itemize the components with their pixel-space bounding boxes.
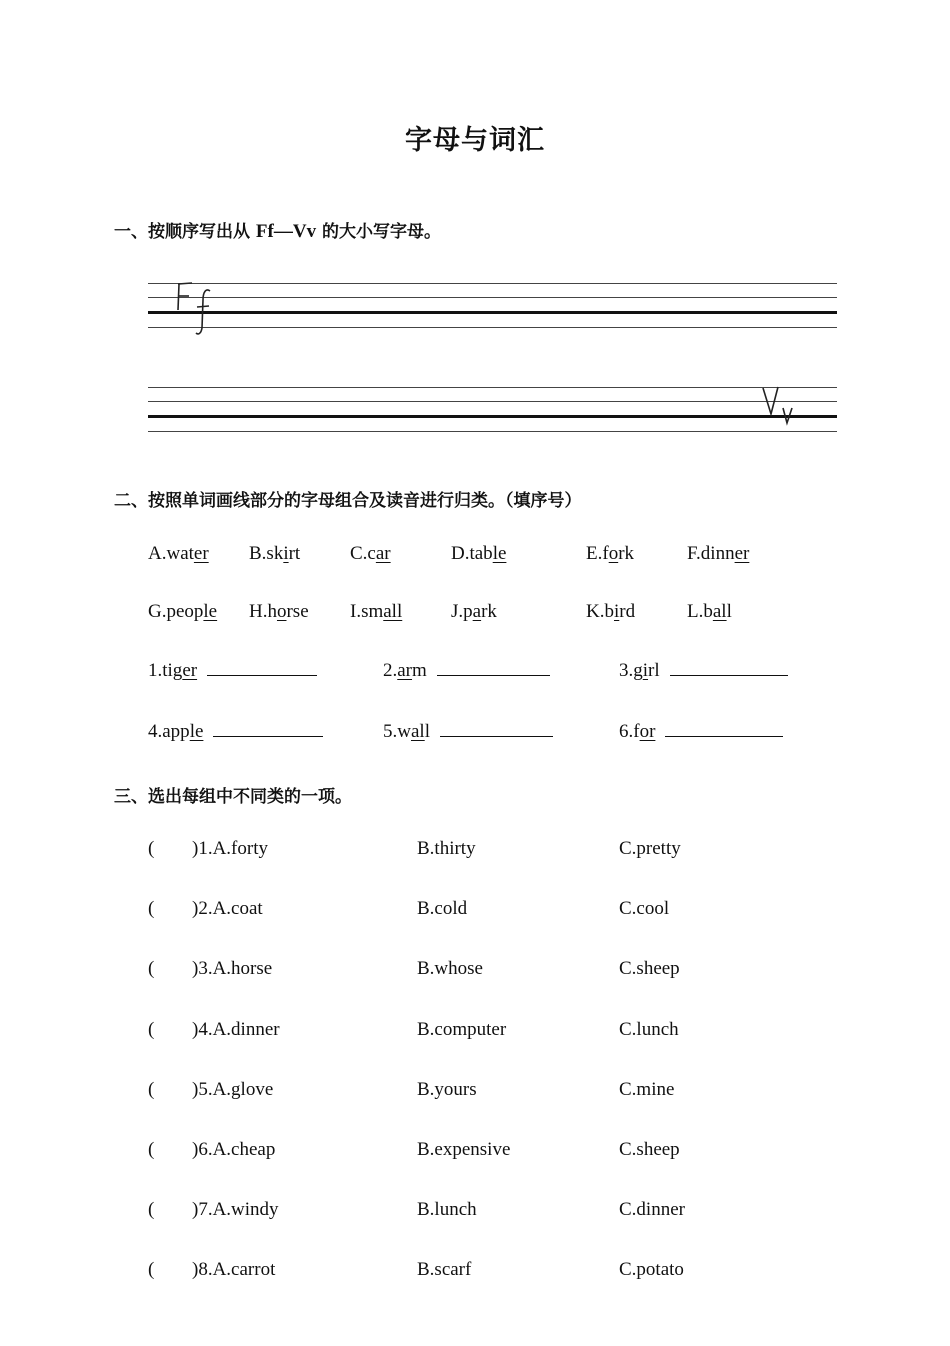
choice-a: )7.A.windy bbox=[192, 1199, 279, 1220]
answer-paren[interactable]: ( bbox=[148, 838, 155, 859]
answer-paren[interactable]: ( bbox=[148, 1079, 155, 1100]
option-word-text: I.small bbox=[350, 601, 403, 622]
choice-a: )2.A.coat bbox=[192, 898, 263, 919]
option-word bbox=[687, 601, 732, 623]
answer-paren[interactable]: ( bbox=[148, 1199, 155, 1220]
section2-heading: 二、按照单词画线部分的字母组合及读音进行归类。（填序号） bbox=[114, 491, 582, 511]
handwritten-vv bbox=[758, 383, 808, 431]
question-word: 5.wall bbox=[383, 721, 430, 742]
choice-b: B.lunch bbox=[417, 1199, 477, 1220]
section1-heading-letters: Ff—Vv bbox=[255, 221, 317, 242]
question-item bbox=[148, 659, 317, 682]
handwritten-ff bbox=[170, 280, 220, 340]
choice-b: B.thirty bbox=[417, 838, 476, 859]
answer-paren[interactable]: ( bbox=[148, 958, 155, 979]
option-word-text: F.dinner bbox=[687, 543, 750, 564]
choice-a: )4.A.dinner bbox=[192, 1019, 280, 1040]
choice-c: C.potato bbox=[619, 1259, 684, 1280]
option-word bbox=[148, 601, 217, 623]
question-item bbox=[148, 720, 323, 743]
option-word-text: D.table bbox=[451, 543, 507, 564]
option-word bbox=[586, 601, 635, 623]
question-item bbox=[383, 659, 550, 682]
choice-c: C.dinner bbox=[619, 1199, 685, 1220]
choice-a: )1.A.forty bbox=[192, 838, 268, 859]
option-word bbox=[350, 543, 391, 565]
option-word bbox=[451, 601, 497, 623]
section1-heading-pre: 一、按顺序写出从 bbox=[114, 222, 256, 242]
option-word bbox=[249, 601, 309, 623]
answer-blank[interactable] bbox=[665, 720, 783, 737]
answer-blank[interactable] bbox=[213, 720, 323, 737]
option-word-text: A.water bbox=[148, 543, 209, 564]
option-word bbox=[249, 543, 300, 565]
answer-blank[interactable] bbox=[440, 720, 553, 737]
option-word-text: E.fork bbox=[586, 543, 635, 564]
page-title: 字母与词汇 bbox=[405, 125, 545, 156]
answer-paren[interactable]: ( bbox=[148, 1259, 155, 1280]
section1-heading-post: 的大小写字母。 bbox=[316, 222, 441, 242]
option-word bbox=[687, 543, 749, 565]
choice-c: C.cool bbox=[619, 898, 670, 919]
question-word: 2.arm bbox=[383, 660, 427, 681]
option-word-text: L.ball bbox=[687, 601, 732, 622]
option-word bbox=[148, 543, 209, 565]
choice-a: )6.A.cheap bbox=[192, 1139, 276, 1160]
question-item bbox=[619, 659, 788, 682]
option-word-text: C.car bbox=[350, 543, 391, 564]
choice-b: B.whose bbox=[417, 958, 483, 979]
question-item bbox=[383, 720, 553, 743]
choice-b: B.yours bbox=[417, 1079, 477, 1100]
option-word-text: H.horse bbox=[249, 601, 309, 622]
answer-blank[interactable] bbox=[207, 659, 317, 676]
option-word-text: K.bird bbox=[586, 601, 636, 622]
section1-heading bbox=[114, 217, 441, 243]
question-word: 1.tiger bbox=[148, 660, 198, 681]
answer-blank[interactable] bbox=[437, 659, 550, 676]
choice-c: C.pretty bbox=[619, 838, 681, 859]
option-word-text: J.park bbox=[451, 601, 497, 622]
question-word: 3.girl bbox=[619, 660, 660, 681]
section3-heading: 三、选出每组中不同类的一项。 bbox=[114, 787, 352, 807]
choice-a: )3.A.horse bbox=[192, 958, 273, 979]
choice-c: C.lunch bbox=[619, 1019, 679, 1040]
question-word: 6.for bbox=[619, 721, 656, 742]
choice-b: B.cold bbox=[417, 898, 468, 919]
choice-c: C.sheep bbox=[619, 1139, 680, 1160]
question-item bbox=[619, 720, 783, 743]
option-word-text: B.skirt bbox=[249, 543, 301, 564]
answer-paren[interactable]: ( bbox=[148, 1019, 155, 1040]
choice-a: )8.A.carrot bbox=[192, 1259, 276, 1280]
option-word bbox=[451, 543, 506, 565]
choice-c: C.sheep bbox=[619, 958, 680, 979]
option-word bbox=[586, 543, 634, 565]
answer-blank[interactable] bbox=[670, 659, 788, 676]
answer-paren[interactable]: ( bbox=[148, 1139, 155, 1160]
choice-b: B.expensive bbox=[417, 1139, 511, 1160]
choice-b: B.scarf bbox=[417, 1259, 472, 1280]
option-word-text: G.people bbox=[148, 601, 218, 622]
option-word bbox=[350, 601, 402, 623]
question-word: 4.apple bbox=[148, 721, 204, 742]
choice-c: C.mine bbox=[619, 1079, 675, 1100]
choice-b: B.computer bbox=[417, 1019, 507, 1040]
choice-a: )5.A.glove bbox=[192, 1079, 274, 1100]
answer-paren[interactable]: ( bbox=[148, 898, 155, 919]
